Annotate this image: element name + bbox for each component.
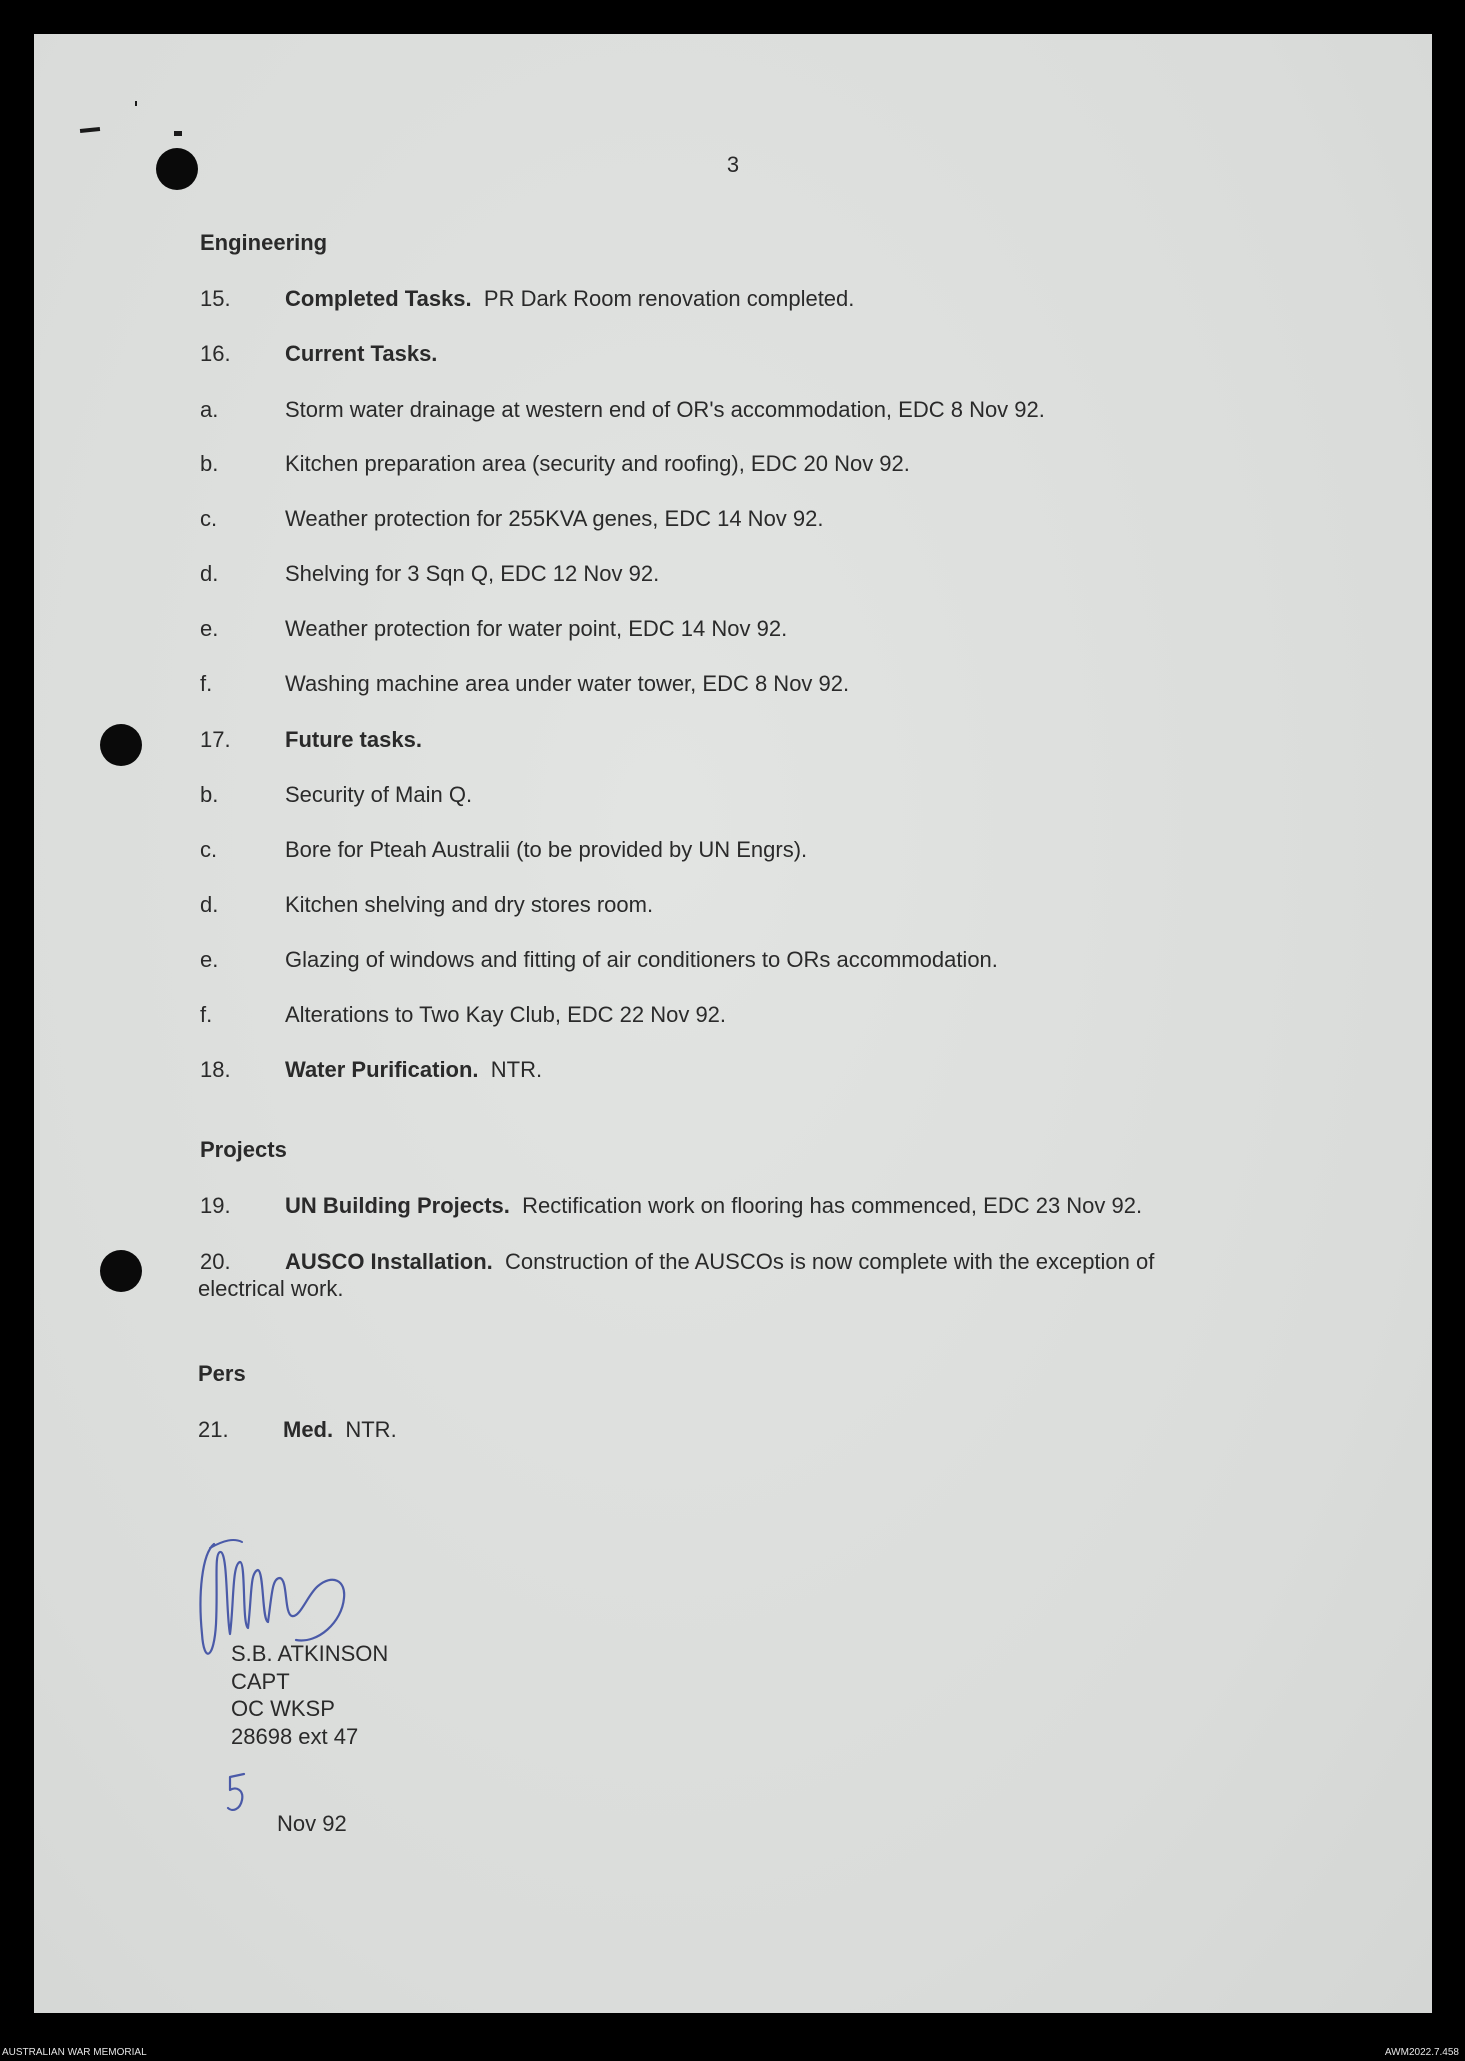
paragraph-number: 19. — [200, 1193, 231, 1218]
item-text: Washing machine area under water tower, EDC 8 Nov 92. — [285, 671, 850, 696]
punch-hole — [100, 1250, 142, 1292]
paragraph-heading: Future tasks. — [285, 727, 422, 752]
paragraph-text: Rectification work on flooring has commenced, EDC 23 Nov 92. — [522, 1193, 1143, 1218]
signatory-rank: CAPT — [231, 1668, 290, 1694]
paragraph-20-continuation: electrical work. — [198, 1276, 344, 1301]
paragraph-heading: Current Tasks. — [285, 341, 438, 366]
item-letter: f. — [200, 1002, 213, 1027]
paragraph-heading: Water Purification. — [285, 1057, 479, 1082]
staple-mark — [174, 131, 182, 136]
staple-mark — [80, 127, 100, 133]
item-letter: a. — [200, 397, 219, 422]
item-text: Alterations to Two Kay Club, EDC 22 Nov 92. — [285, 1002, 727, 1027]
footer-right: AWM2022.7.458 — [1384, 2047, 1459, 2058]
page-number: 3 — [726, 152, 740, 177]
item-text: Security of Main Q. — [285, 782, 473, 807]
paragraph-number: 21. — [198, 1417, 229, 1442]
punch-hole — [100, 724, 142, 766]
item-letter: d. — [200, 892, 219, 917]
signature-block — [231, 1640, 388, 1750]
item-text: Weather protection for water point, EDC 14 Nov 92. — [285, 616, 788, 641]
paragraph-number: 17. — [200, 727, 231, 752]
signatory-appointment: OC WKSP — [231, 1696, 335, 1721]
paragraph-heading: Completed Tasks. — [285, 286, 472, 311]
paragraph-heading: AUSCO Installation. — [285, 1249, 493, 1274]
item-letter: f. — [200, 671, 213, 696]
item-letter: e. — [200, 947, 219, 972]
section-heading-projects: Projects — [200, 1137, 287, 1162]
paragraph-number: 16. — [200, 341, 231, 366]
item-text: Kitchen shelving and dry stores room. — [285, 892, 654, 917]
section-heading-pers: Pers — [198, 1361, 246, 1386]
footer-left: AUSTRALIAN WAR MEMORIAL — [2, 2047, 147, 2058]
paragraph-number: 15. — [200, 286, 231, 311]
item-text: Glazing of windows and fitting of air conditioners to ORs accommodation. — [285, 947, 998, 972]
section-heading-engineering: Engineering — [200, 230, 328, 255]
item-letter: e. — [200, 616, 219, 641]
item-letter: d. — [200, 561, 219, 586]
item-letter: c. — [200, 506, 218, 531]
document-page — [34, 34, 1432, 2013]
item-text: Kitchen preparation area (security and roofing), EDC 20 Nov 92. — [285, 451, 910, 476]
paragraph-text: PR Dark Room renovation completed. — [483, 286, 855, 311]
paragraph-number: 20. — [200, 1249, 231, 1274]
item-letter: c. — [200, 837, 218, 862]
item-letter: b. — [200, 782, 219, 807]
staple-mark — [135, 101, 137, 106]
item-letter: b. — [200, 451, 219, 476]
paragraph-number: 18. — [200, 1057, 231, 1082]
paragraph-text: Construction of the AUSCOs is now complete with the exception of — [505, 1249, 1155, 1274]
paragraph-text: NTR. — [345, 1417, 397, 1442]
signatory-phone: 28698 ext 47 — [231, 1723, 359, 1749]
signatory-name: S.B. ATKINSON — [231, 1641, 389, 1666]
item-text: Bore for Pteah Australii (to be provided by UN Engrs). — [285, 837, 808, 862]
item-text: Shelving for 3 Sqn Q, EDC 12 Nov 92. — [285, 561, 660, 586]
paragraph-heading: UN Building Projects. — [285, 1193, 510, 1218]
printed-date: Nov 92 — [277, 1811, 347, 1836]
handwritten-date-day — [222, 1768, 258, 1818]
item-text: Weather protection for 255KVA genes, EDC 14 Nov 92. — [285, 506, 824, 531]
paragraph-heading: Med. — [283, 1417, 334, 1442]
item-text: Storm water drainage at western end of OR's accommodation, EDC 8 Nov 92. — [285, 397, 1045, 422]
paragraph-text: NTR. — [490, 1057, 543, 1082]
